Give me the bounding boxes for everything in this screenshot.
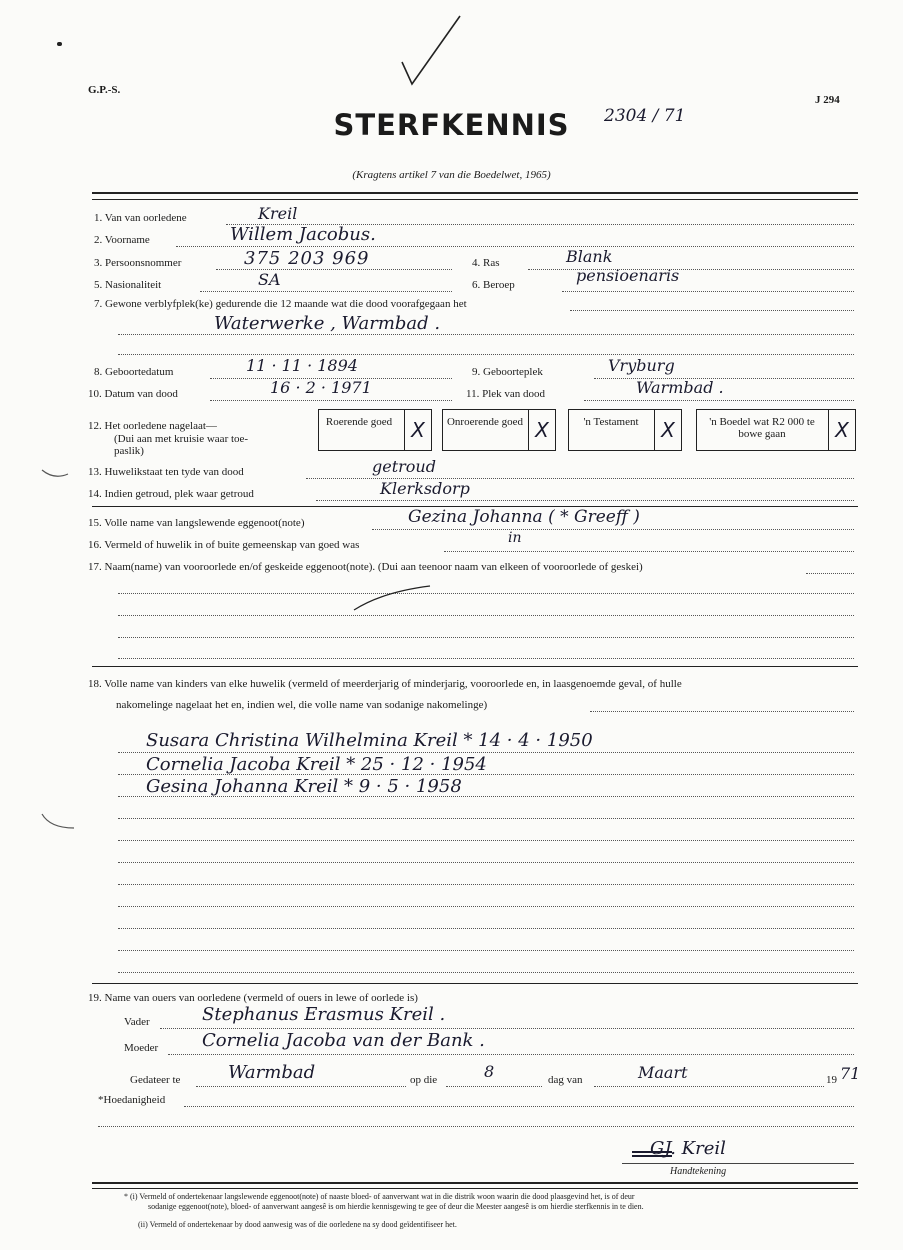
- field-value-nationality: SA: [258, 270, 281, 289]
- field-label-community-of-property: 16. Vermeld of huwelik in of buite gemeenskap van goed was: [88, 539, 360, 551]
- field-line-day: [446, 1086, 542, 1087]
- field-line-previous-spouses: [806, 573, 854, 574]
- field-line-month: [594, 1086, 824, 1087]
- field-label-capacity: *Hoedanigheid: [98, 1094, 166, 1106]
- field-value-day: 8: [484, 1062, 495, 1081]
- blank-line: [98, 1126, 854, 1127]
- field-line-nationality: [200, 291, 452, 292]
- checkbox-estate-value[interactable]: [696, 409, 856, 451]
- checkbox-label: 'n Testament: [583, 416, 639, 428]
- footnote-1-line-1: * (i) Vermeld of ondertekenaar langslewende eggenoot(note) of naaste bloed- of aanverwant wat in die distrik woon waarin die dood plaasgevind het, is of deur: [124, 1192, 635, 1201]
- field-label-id-number: 3. Persoonsnommer: [94, 257, 182, 269]
- field-line-capacity: [184, 1106, 854, 1107]
- field-label-birthplace: 9. Geboorteplek: [472, 366, 543, 378]
- page-subtitle: (Kragtens artikel 7 van die Boedelwet, 1965): [352, 169, 551, 181]
- blank-line: [118, 637, 854, 638]
- signature: GJ. Kreil: [650, 1138, 726, 1159]
- footnote-1-line-2: sodanige eggenoot(note), bloed- of aanverwant aangesê is om hierdie kennisgewing te gee of deur die Meester aangesê is om hierdie sterfkennis in te dien.: [148, 1202, 644, 1211]
- field-label-birth-date: 8. Geboortedatum: [94, 366, 174, 378]
- field-label-dated-at: Gedateer te: [130, 1074, 181, 1086]
- field-value-race: Blank: [566, 247, 613, 266]
- checkbox-label: Roerende goed: [325, 416, 393, 428]
- form-code-left: G.P.-S.: [88, 84, 121, 96]
- reference-number: 2304 / 71: [604, 106, 686, 126]
- field-label-estate-1: 12. Het oorledene nagelaat—: [88, 420, 217, 432]
- blank-line: [118, 972, 854, 973]
- checkbox-label: 'n Boedel wat R2 000 te bowe gaan: [709, 416, 815, 440]
- field-label-children-1: 18. Volle name van kinders van elke huwelik (vermeld of meerderjarig of minderjarig, vooroorlede en, in laasgenoemde geval, of hulle: [88, 678, 682, 690]
- field-label-occupation: 6. Beroep: [472, 279, 515, 291]
- checkbox-label: Onroerende goed: [446, 416, 524, 428]
- blank-line: [118, 658, 854, 659]
- field-label-on-the: op die: [410, 1074, 438, 1086]
- top-rule-thin: [92, 199, 858, 200]
- cross-mark-icon: X: [654, 410, 681, 450]
- field-value-death-date: 16 · 2 · 1971: [270, 378, 372, 397]
- field-label-father: Vader: [124, 1016, 150, 1028]
- field-line-marriage-place: [316, 500, 854, 501]
- field-value-occupation: pensioenaris: [576, 266, 680, 285]
- field-line-community-of-property: [444, 551, 854, 552]
- field-value-year: 71: [840, 1064, 861, 1083]
- field-line-mother: [168, 1054, 854, 1055]
- field-label-previous-spouses: 17. Naam(name) van vooroorlede en/of geskeide eggenoot(note). (Dui aan teenoor naam van elkeen of vooroorlede of geskei): [88, 561, 643, 573]
- blank-line: [118, 950, 854, 951]
- field-line-residence-2: [118, 334, 854, 335]
- field-value-first-names: Willem Jacobus.: [230, 224, 376, 245]
- bottom-rule-thin: [92, 1188, 858, 1189]
- field-value-marital-status: getroud: [372, 457, 436, 476]
- field-line-spouse: [372, 529, 854, 530]
- child-entry: Cornelia Jacoba Kreil * 25 · 12 · 1954: [146, 754, 487, 775]
- form-code-right: J 294: [815, 94, 840, 106]
- field-label-race: 4. Ras: [472, 257, 500, 269]
- field-line-residence-1: [570, 310, 854, 311]
- field-line-id-number: [216, 269, 452, 270]
- field-value-residence: Waterwerke , Warmbad .: [214, 313, 441, 334]
- field-value-dated-at: Warmbad: [228, 1062, 316, 1083]
- section-rule: [92, 666, 858, 667]
- field-label-first-names: 2. Voorname: [94, 234, 150, 246]
- cross-mark-icon: X: [828, 410, 855, 450]
- field-label-day-of: dag van: [548, 1074, 583, 1086]
- field-label-marital-status: 13. Huwelikstaat ten tyde van dood: [88, 466, 244, 478]
- margin-mark: [40, 812, 76, 835]
- blank-line: [118, 593, 854, 594]
- bottom-rule: [92, 1182, 858, 1184]
- field-line-birthplace: [594, 378, 854, 379]
- section-rule: [92, 983, 858, 984]
- field-label-parents: 19. Name van ouers van oorledene (vermeld of ouers in lewe of oorlede is): [88, 992, 418, 1004]
- checkbox-immovable-goods[interactable]: [442, 409, 556, 451]
- field-line-death-place: [584, 400, 854, 401]
- blank-line: [118, 840, 854, 841]
- field-value-community-of-property: in: [508, 530, 522, 546]
- field-label-death-place: 11. Plek van dood: [466, 388, 546, 400]
- cross-mark-icon: X: [528, 410, 555, 450]
- field-label-spouse: 15. Volle name van langslewende eggenoot(note): [88, 517, 305, 529]
- top-rule: [92, 192, 858, 194]
- field-label-residence: 7. Gewone verblyfplek(ke) gedurende die 12 maande wat die dood voorafgegaan het: [94, 298, 467, 310]
- field-value-spouse: Gezina Johanna ( * Greeff ): [408, 507, 640, 527]
- page-mark: [57, 42, 62, 46]
- field-value-surname: Kreil: [258, 204, 298, 223]
- blank-line: [118, 862, 854, 863]
- field-line-residence-3: [118, 354, 854, 355]
- child-entry: Susara Christina Wilhelmina Kreil * 14 · 4 · 1950: [146, 730, 593, 751]
- field-value-mother: Cornelia Jacoba van der Bank .: [202, 1030, 485, 1051]
- field-value-father: Stephanus Erasmus Kreil .: [202, 1004, 446, 1025]
- check-mark-icon: [396, 12, 466, 95]
- field-line-first-names: [176, 246, 854, 247]
- child-line: [118, 752, 854, 753]
- field-label-nationality: 5. Nasionaliteit: [94, 279, 162, 291]
- field-label-marriage-place: 14. Indien getroud, plek waar getroud: [88, 488, 254, 500]
- field-label-surname: 1. Van van oorledene: [94, 212, 187, 224]
- blank-line: [118, 928, 854, 929]
- blank-line: [118, 884, 854, 885]
- field-value-death-place: Warmbad .: [636, 378, 724, 397]
- field-line-children: [590, 711, 854, 712]
- field-value-birth-date: 11 · 11 · 1894: [246, 356, 358, 375]
- field-line-dated-at: [196, 1086, 406, 1087]
- blank-line: [118, 615, 854, 616]
- field-value-month: Maart: [638, 1063, 688, 1082]
- page-title: STERFKENNIS: [333, 108, 570, 142]
- signature-strike-icon: [630, 1148, 676, 1163]
- field-label-estate-3: paslik): [114, 445, 144, 457]
- checkbox-movable-goods[interactable]: [318, 409, 432, 451]
- field-line-occupation: [562, 291, 854, 292]
- field-value-id-number: 375 203 969: [244, 248, 370, 269]
- field-value-birthplace: Vryburg: [608, 356, 675, 375]
- field-label-year: 19: [826, 1074, 837, 1086]
- checkbox-testament[interactable]: [568, 409, 682, 451]
- field-label-mother: Moeder: [124, 1042, 159, 1054]
- field-line-death-date: [210, 400, 452, 401]
- strike-through-mark: [352, 584, 432, 617]
- field-value-marriage-place: Klerksdorp: [380, 479, 470, 498]
- child-entry: Gesina Johanna Kreil * 9 · 5 · 1958: [146, 776, 462, 797]
- blank-line: [118, 906, 854, 907]
- blank-line: [118, 818, 854, 819]
- field-label-estate-2: (Dui aan met kruisie waar toe-: [114, 433, 249, 445]
- cross-mark-icon: X: [404, 410, 431, 450]
- field-label-death-date: 10. Datum van dood: [88, 388, 178, 400]
- signature-label: Handtekening: [670, 1166, 727, 1177]
- field-line-father: [160, 1028, 854, 1029]
- field-label-children-2: nakomelinge nagelaat het en, indien wel, die volle name van sodanige nakomelinge): [116, 699, 488, 711]
- signature-line: [622, 1163, 854, 1164]
- margin-mark: [40, 468, 70, 485]
- footnote-2: (ii) Vermeld of ondertekenaar by dood aanwesig was of die oorledene na sy dood geïdentifiseer het.: [138, 1220, 457, 1229]
